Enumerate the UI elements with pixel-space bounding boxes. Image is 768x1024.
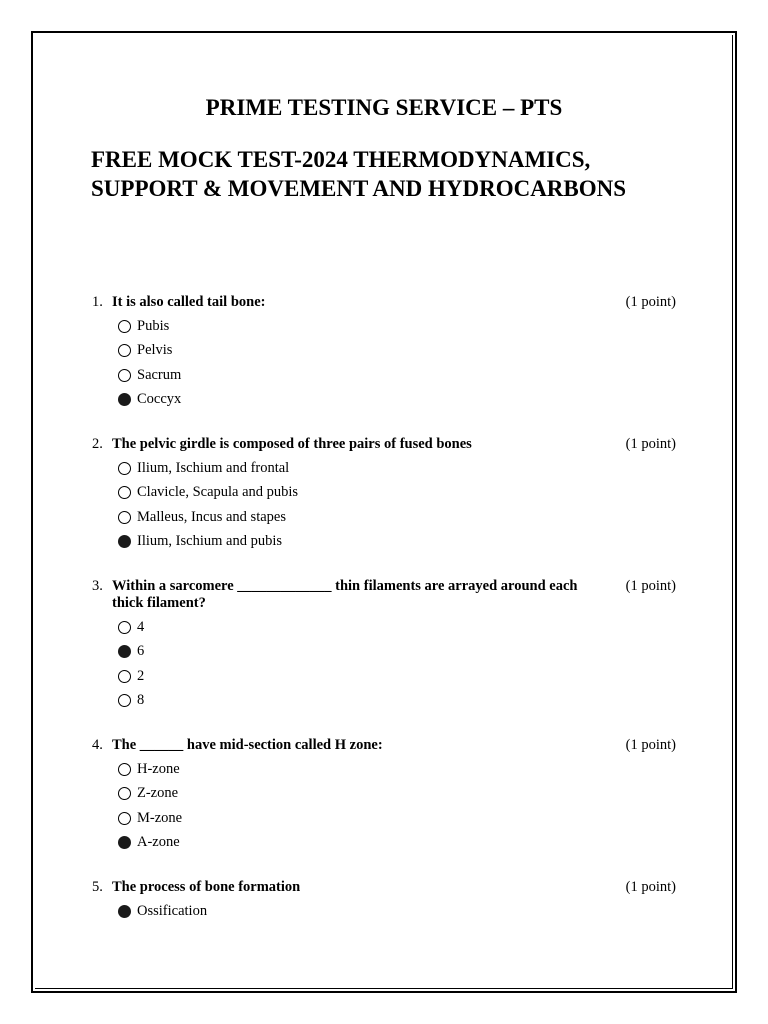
question-4 (92, 737, 676, 855)
answer-options (92, 615, 676, 713)
radio-button-icon[interactable] (118, 486, 131, 499)
option-label: Pubis (137, 317, 170, 334)
answer-option[interactable] (118, 806, 676, 831)
option-label: 6 (137, 643, 145, 660)
question-points: (1 point) (625, 879, 676, 895)
option-label: H-zone (137, 760, 180, 777)
option-label: 2 (137, 667, 145, 684)
radio-button-icon[interactable] (118, 344, 131, 357)
option-label: A-zone (137, 834, 180, 851)
answer-option[interactable] (118, 782, 676, 807)
question-header (92, 737, 676, 754)
answer-option[interactable] (118, 388, 676, 413)
option-label: 4 (137, 618, 145, 635)
option-label: Z-zone (137, 785, 179, 802)
radio-button-icon[interactable] (118, 462, 131, 475)
option-label: Pelvis (137, 342, 173, 359)
answer-option[interactable] (118, 530, 676, 555)
answer-options (92, 757, 676, 855)
answer-option[interactable] (118, 689, 676, 714)
question-points: (1 point) (625, 737, 676, 753)
answer-options (92, 899, 676, 924)
radio-button-icon[interactable] (118, 670, 131, 683)
radio-button-icon[interactable] (118, 905, 131, 918)
option-label: Ossification (137, 902, 208, 919)
option-label: Ilium, Ischium and frontal (137, 459, 290, 476)
question-1 (92, 294, 676, 412)
option-label: Clavicle, Scapula and pubis (137, 484, 299, 501)
answer-option[interactable] (118, 757, 676, 782)
question-header (92, 436, 676, 453)
question-5 (92, 879, 676, 924)
answer-option[interactable] (118, 615, 676, 640)
option-label: Ilium, Ischium and pubis (137, 533, 282, 550)
answer-options (92, 456, 676, 554)
radio-button-icon[interactable] (118, 535, 131, 548)
question-text: It is also called tail bone: (112, 294, 266, 310)
question-number: 1. (92, 294, 103, 310)
answer-option[interactable] (118, 363, 676, 388)
question-text: The pelvic girdle is composed of three pairs of fused bones (112, 436, 472, 452)
question-3 (92, 578, 676, 713)
radio-button-icon[interactable] (118, 812, 131, 825)
question-points: (1 point) (625, 294, 676, 310)
option-label: M-zone (137, 809, 183, 826)
answer-option[interactable] (118, 640, 676, 665)
option-label: Coccyx (137, 391, 182, 408)
question-number: 3. (92, 578, 103, 594)
question-points: (1 point) (625, 436, 676, 452)
option-label: Malleus, Incus and stapes (137, 508, 286, 525)
radio-button-icon[interactable] (118, 694, 131, 707)
question-number: 5. (92, 879, 103, 895)
radio-button-icon[interactable] (118, 645, 131, 658)
radio-button-icon[interactable] (118, 320, 131, 333)
answer-options (92, 314, 676, 412)
question-header (92, 879, 676, 896)
answer-option[interactable] (118, 899, 676, 924)
test-title-line-1: FREE MOCK TEST-2024 THERMODYNAMICS, (91, 147, 591, 172)
organization-title: PRIME TESTING SERVICE – PTS (205, 95, 563, 120)
question-points: (1 point) (625, 578, 676, 594)
test-title-line-2: SUPPORT & MOVEMENT AND HYDROCARBONS (91, 176, 627, 201)
radio-button-icon[interactable] (118, 836, 131, 849)
answer-option[interactable] (118, 831, 676, 856)
option-label: Sacrum (137, 366, 182, 383)
test-title (91, 145, 691, 203)
radio-button-icon[interactable] (118, 763, 131, 776)
radio-button-icon[interactable] (118, 369, 131, 382)
radio-button-icon[interactable] (118, 393, 131, 406)
question-text: The ______ have mid-section called H zone: (112, 737, 383, 753)
answer-option[interactable] (118, 314, 676, 339)
question-text: The process of bone formation (112, 879, 301, 895)
option-label: 8 (137, 692, 145, 709)
question-header (92, 294, 676, 311)
answer-option[interactable] (118, 664, 676, 689)
question-number: 4. (92, 737, 103, 753)
question-number: 2. (92, 436, 103, 452)
answer-option[interactable] (118, 339, 676, 364)
answer-option[interactable] (118, 456, 676, 481)
question-2 (92, 436, 676, 554)
answer-option[interactable] (118, 481, 676, 506)
answer-option[interactable] (118, 505, 676, 530)
question-header (92, 578, 676, 612)
radio-button-icon[interactable] (118, 621, 131, 634)
radio-button-icon[interactable] (118, 787, 131, 800)
radio-button-icon[interactable] (118, 511, 131, 524)
question-text: Within a sarcomere _____________ thin filaments are arrayed around each thick filament? (112, 578, 578, 611)
